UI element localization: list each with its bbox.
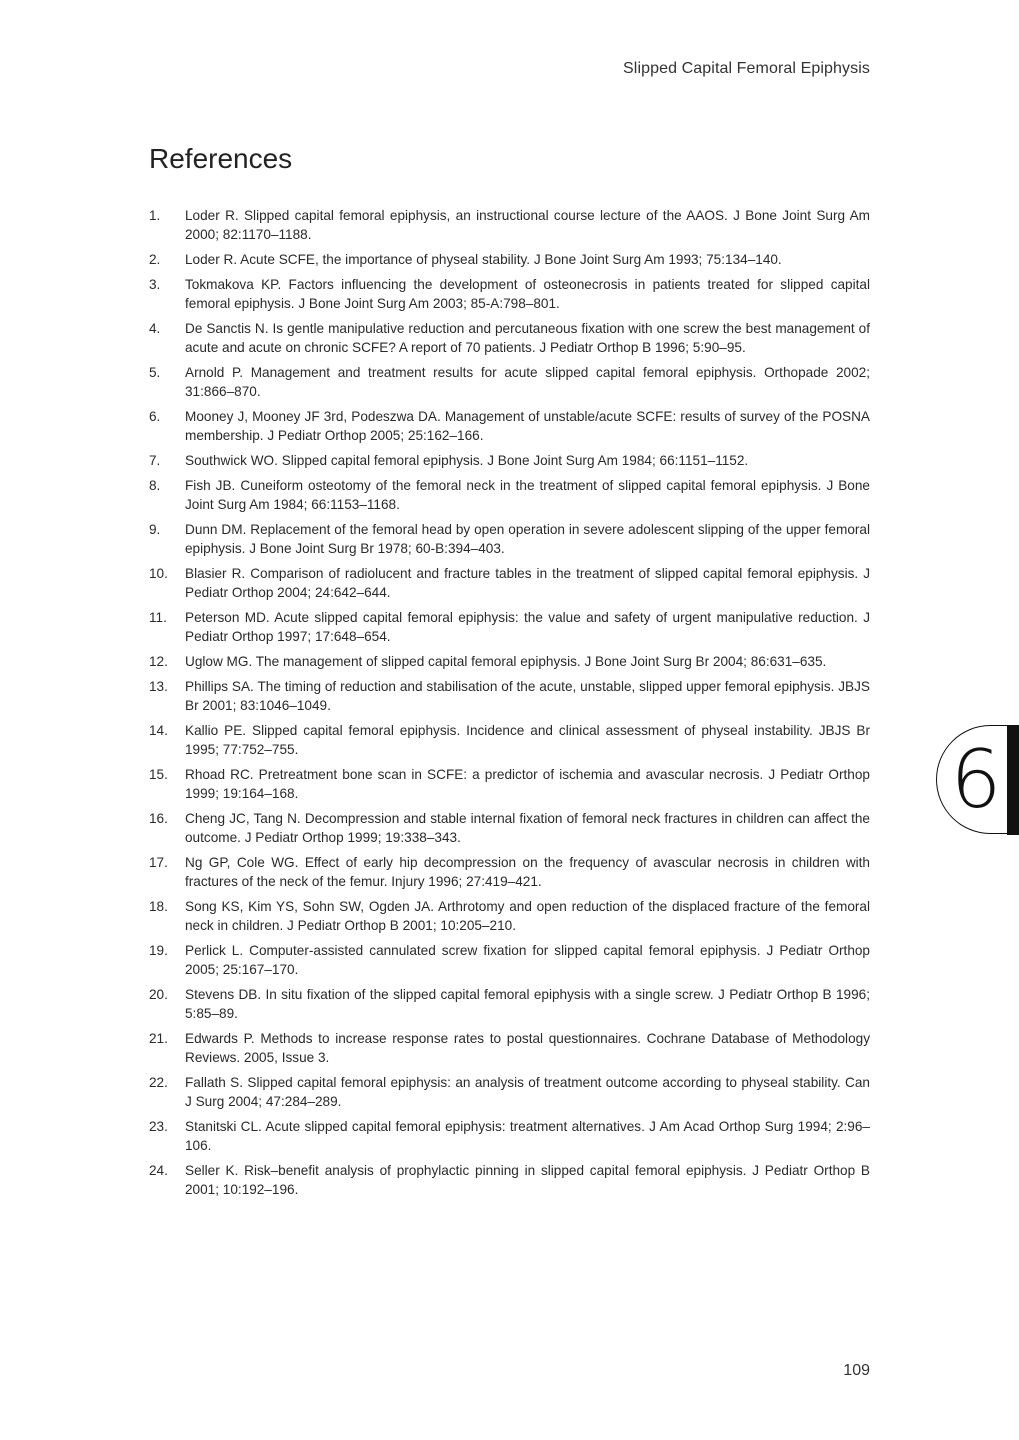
reference-number: 7. (149, 453, 161, 468)
reference-text: Arnold P. Management and treatment results for acute slipped capital femoral epiphysis. Orthopade 2002; 31:866–870. (185, 365, 870, 399)
reference-text: Blasier R. Comparison of radiolucent and fracture tables in the treatment of slipped capital femoral epiphysis. J Pediatr Orthop 2004; 24:642–644. (185, 566, 870, 600)
chapter-tab (936, 725, 1019, 836)
reference-number: 6. (149, 409, 161, 424)
reference-list (149, 206, 870, 1205)
reference-number: 24. (149, 1163, 168, 1178)
reference-number: 20. (149, 987, 168, 1002)
reference-text: Mooney J, Mooney JF 3rd, Podeszwa DA. Management of unstable/acute SCFE: results of survey of the POSNA membership. J Pediatr Orthop 2005; 25:162–166. (185, 409, 870, 443)
reference-number: 1. (149, 208, 161, 223)
reference-item (149, 363, 870, 401)
reference-item (149, 451, 870, 470)
reference-number: 22. (149, 1075, 168, 1090)
reference-number: 13. (149, 679, 168, 694)
running-head: Slipped Capital Femoral Epiphysis (623, 60, 870, 77)
reference-item (149, 564, 870, 602)
reference-number: 4. (149, 321, 161, 336)
reference-text: Ng GP, Cole WG. Effect of early hip decompression on the frequency of avascular necrosis in children with fractures of the neck of the femur. Injury 1996; 27:419–421. (185, 855, 870, 889)
reference-text: Southwick WO. Slipped capital femoral epiphysis. J Bone Joint Surg Am 1984; 66:1151–1152. (185, 453, 749, 468)
reference-number: 12. (149, 654, 168, 669)
reference-item (149, 407, 870, 445)
reference-item (149, 250, 870, 269)
reference-item (149, 1029, 870, 1067)
reference-number: 2. (149, 252, 161, 267)
reference-item (149, 206, 870, 244)
reference-number: 3. (149, 277, 161, 292)
reference-number: 23. (149, 1119, 168, 1134)
page-title: References (149, 143, 293, 174)
reference-text: Perlick L. Computer-assisted cannulated screw fixation for slipped capital femoral epiphysis. J Pediatr Orthop 2005; 25:167–170. (185, 943, 870, 977)
page-number: 109 (843, 1362, 870, 1379)
reference-item (149, 476, 870, 514)
reference-text: Phillips SA. The timing of reduction and stabilisation of the acute, unstable, slipped upper femoral epiphysis. JBJS Br 2001; 83:1046–1049. (185, 679, 870, 713)
reference-number: 19. (149, 943, 168, 958)
reference-number: 16. (149, 811, 168, 826)
reference-text: Tokmakova KP. Factors influencing the development of osteonecrosis in patients treated for slipped capital femoral epiphysis. J Bone Joint Surg Am 2003; 85-A:798–801. (185, 277, 870, 311)
reference-item (149, 275, 870, 313)
reference-text: Song KS, Kim YS, Sohn SW, Ogden JA. Arthrotomy and open reduction of the displaced fracture of the femoral neck in children. J Pediatr Orthop B 2001; 10:205–210. (185, 899, 870, 933)
reference-text: Kallio PE. Slipped capital femoral epiphysis. Incidence and clinical assessment of physeal instability. JBJS Br 1995; 77:752–755. (185, 723, 870, 757)
reference-item (149, 652, 870, 671)
reference-item (149, 1073, 870, 1111)
reference-item (149, 319, 870, 357)
reference-item (149, 677, 870, 715)
reference-number: 18. (149, 899, 168, 914)
reference-text: Loder R. Slipped capital femoral epiphysis, an instructional course lecture of the AAOS. J Bone Joint Surg Am 2000; 82:1170–1188. (185, 208, 870, 242)
reference-text: Fallath S. Slipped capital femoral epiphysis: an analysis of treatment outcome according to physeal stability. Can J Surg 2004; 47:284–289. (185, 1075, 870, 1109)
reference-text: Seller K. Risk–benefit analysis of prophylactic pinning in slipped capital femoral epiphysis. J Pediatr Orthop B 2001; 10:192–196. (185, 1163, 870, 1197)
reference-number: 10. (149, 566, 168, 581)
reference-item (149, 721, 870, 759)
reference-number: 9. (149, 522, 161, 537)
chapter-tab-bar (1007, 725, 1019, 835)
reference-item (149, 1161, 870, 1199)
reference-item (149, 897, 870, 935)
reference-number: 15. (149, 767, 168, 782)
reference-number: 21. (149, 1031, 168, 1046)
reference-item (149, 608, 870, 646)
reference-text: Loder R. Acute SCFE, the importance of physeal stability. J Bone Joint Surg Am 1993; 75:134–140. (185, 252, 782, 267)
reference-text: Dunn DM. Replacement of the femoral head by open operation in severe adolescent slipping of the upper femoral epiphysis. J Bone Joint Surg Br 1978; 60-B:394–403. (185, 522, 870, 556)
reference-item (149, 520, 870, 558)
reference-number: 8. (149, 478, 161, 493)
reference-text: Stanitski CL. Acute slipped capital femoral epiphysis: treatment alternatives. J Am Acad Orthop Surg 1994; 2:96–106. (185, 1119, 870, 1153)
reference-item (149, 809, 870, 847)
reference-number: 17. (149, 855, 168, 870)
reference-number: 11. (149, 610, 167, 625)
reference-item (149, 1117, 870, 1155)
reference-number: 5. (149, 365, 161, 380)
reference-text: Peterson MD. Acute slipped capital femoral epiphysis: the value and safety of urgent manipulative reduction. J Pediatr Orthop 1997; 17:648–654. (185, 610, 870, 644)
reference-text: Fish JB. Cuneiform osteotomy of the femoral neck in the treatment of slipped capital femoral epiphysis. J Bone Joint Surg Am 1984; 66:1153–1168. (185, 478, 870, 512)
reference-item (149, 941, 870, 979)
chapter-number: 6 (950, 733, 1002, 826)
reference-text: Edwards P. Methods to increase response rates to postal questionnaires. Cochrane Database of Methodology Reviews. 2005, Issue 3. (185, 1031, 870, 1065)
reference-text: Uglow MG. The management of slipped capital femoral epiphysis. J Bone Joint Surg Br 2004; 86:631–635. (185, 654, 827, 669)
reference-item (149, 765, 870, 803)
reference-text: Rhoad RC. Pretreatment bone scan in SCFE: a predictor of ischemia and avascular necrosis. J Pediatr Orthop 1999; 19:164–168. (185, 767, 870, 801)
reference-text: Cheng JC, Tang N. Decompression and stable internal fixation of femoral neck fractures in children can affect the outcome. J Pediatr Orthop 1999; 19:338–343. (185, 811, 870, 845)
reference-item (149, 853, 870, 891)
reference-text: De Sanctis N. Is gentle manipulative reduction and percutaneous fixation with one screw the best management of acute and acute on chronic SCFE? A report of 70 patients. J Pediatr Orthop B 1996; 5:90–95. (185, 321, 870, 355)
reference-item (149, 985, 870, 1023)
reference-text: Stevens DB. In situ fixation of the slipped capital femoral epiphysis with a single screw. J Pediatr Orthop B 1996; 5:85–89. (185, 987, 870, 1021)
reference-number: 14. (149, 723, 168, 738)
